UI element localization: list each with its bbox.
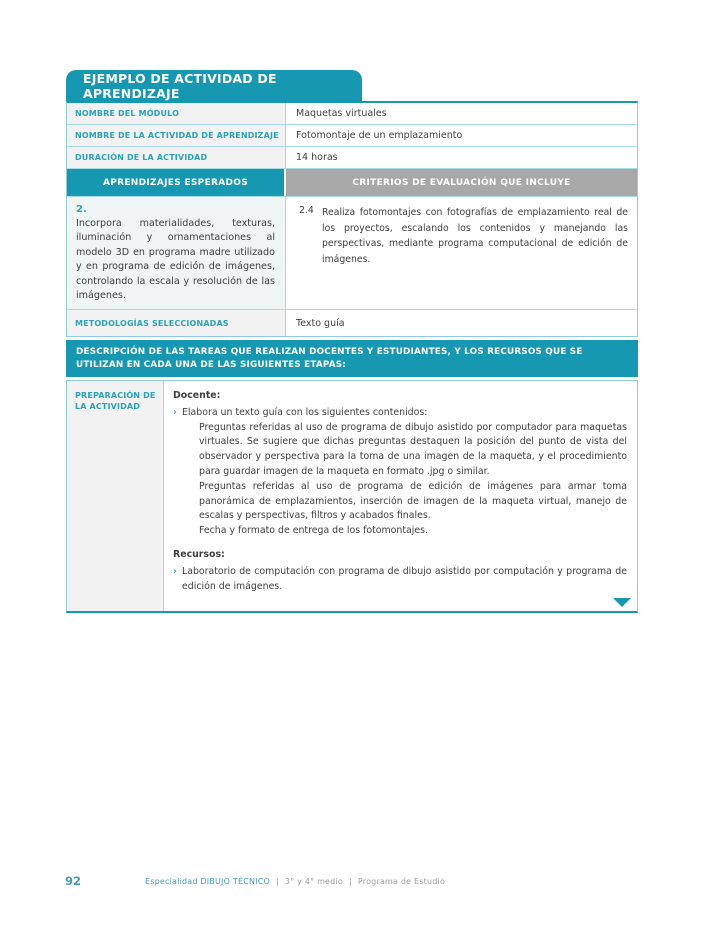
learning-table-header-row <box>67 169 637 197</box>
expected-learning-cell <box>67 197 286 309</box>
docente-paragraph: Fecha y formato de entrega de los fotomontajes. <box>199 525 428 537</box>
footer-program: Programa de Estudio <box>357 877 446 886</box>
docente-heading: Docente: <box>173 390 221 401</box>
footer-separator: | <box>276 877 279 886</box>
list-item <box>173 565 627 595</box>
bullet-icon: › <box>173 565 177 577</box>
methodologies-value: Texto guía <box>286 310 637 336</box>
footer-specialty: Especialidad DIBUJO TÉCNICO <box>145 877 271 886</box>
methodologies-label: METODOLOGÍAS SELECCIONADAS <box>67 310 286 336</box>
expected-learning-header: APRENDIZAJES ESPERADOS <box>67 169 286 196</box>
module-name-value: Maquetas virtuales <box>286 103 637 124</box>
page-number: 92 <box>65 874 82 888</box>
expected-learning-number: 2. <box>76 204 87 215</box>
activity-name-value: Fotomontaje de un emplazamiento <box>286 125 637 146</box>
footer-separator: | <box>348 877 352 886</box>
evaluation-criteria-text: Realiza fotomontajes con fotografías de emplazamiento real de los proyectos, escalando los contenidos y manejando las perspectivas, mediante programa computacional de edición de imágenes. <box>322 207 628 265</box>
docente-bullet-text: Elabora un texto guía con los siguientes contenidos: <box>182 406 428 418</box>
tasks-description-band: DESCRIPCIÓN DE LAS TAREAS QUE REALIZAN DOCENTES Y ESTUDIANTES, Y LOS RECURSOS QUE SE UTILIZAN EN CADA UNA DE LAS SIGUIENTES ETAPAS: <box>66 340 638 377</box>
activity-duration-value: 14 horas <box>286 147 637 168</box>
activity-name-label: NOMBRE DE LA ACTIVIDAD DE APRENDIZAJE <box>67 125 286 146</box>
footer-grade: 3° y 4° medio <box>284 877 343 886</box>
table-continues-arrow-icon <box>613 598 631 607</box>
bullet-icon: › <box>173 406 177 418</box>
table-row-methodologies <box>67 310 637 336</box>
preparation-label: PREPARACIÓN DE LA ACTIVIDAD <box>67 381 164 611</box>
table-row-activity-name <box>67 125 637 147</box>
preparation-content-cell <box>164 381 637 611</box>
evaluation-criteria-header: CRITERIOS DE EVALUACIÓN QUE INCLUYE <box>286 169 637 196</box>
evaluation-criteria-cell <box>286 197 637 309</box>
list-item <box>173 406 627 421</box>
activity-summary-table <box>66 101 638 337</box>
recursos-bullet-text: Laboratorio de computación con programa de dibujo asistido por computación y programa de edición de imágenes. <box>182 565 627 592</box>
module-name-label: NOMBRE DEL MÓDULO <box>67 103 286 124</box>
table-row-module-name <box>67 103 637 125</box>
activity-example-title-tab <box>66 70 362 101</box>
expected-learning-text: Incorpora materialidades, texturas, iluminación y ornamentaciones al modelo 3D en programa madre utilizado y en programa de edición de imágenes, controlando la escala y resolución de las imágenes. <box>76 218 275 302</box>
table-row-activity-duration <box>67 147 637 169</box>
activity-duration-label: DURACIÓN DE LA ACTIVIDAD <box>67 147 286 168</box>
activity-preparation-row <box>66 380 638 613</box>
activity-example-title: EJEMPLO DE ACTIVIDAD DE APRENDIZAJE <box>83 70 277 101</box>
recursos-heading: Recursos: <box>173 548 225 560</box>
evaluation-criteria-number: 2.4 <box>299 205 314 216</box>
learning-table-content-row <box>67 197 637 310</box>
docente-paragraph: Preguntas referidas al uso de programa de edición de imágenes para armar toma panorámica de emplazamientos, inserción de imagen de la maqueta virtual, manejo de escalas y perspectivas, filtros y acabados finales. <box>199 480 627 522</box>
docente-paragraph: Preguntas referidas al uso de programa de dibujo asistido por computador para maquetas virtuales. Se sugiere que dichas preguntas destaquen la posición del punto de vista del observador y perspectiva para la toma de una imagen de la maqueta, y el procedimiento para guardar imagen de la maqueta en formato .jpg o similar. <box>199 421 627 477</box>
footer-breadcrumb <box>145 877 445 886</box>
